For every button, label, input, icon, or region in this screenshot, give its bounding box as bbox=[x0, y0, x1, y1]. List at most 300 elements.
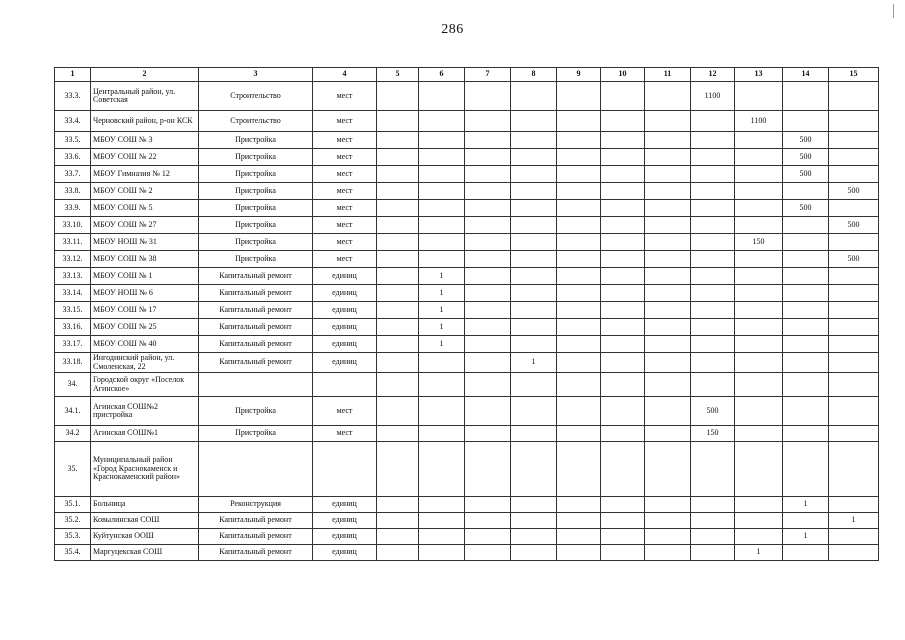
table-body bbox=[55, 82, 879, 561]
value-cell bbox=[645, 336, 691, 353]
value-cell bbox=[735, 251, 783, 268]
row-number-cell: 33.3. bbox=[55, 82, 91, 111]
row-number-cell: 33.16. bbox=[55, 319, 91, 336]
object-name-cell: Черновский район, р-он КСК bbox=[91, 111, 199, 132]
value-cell bbox=[601, 497, 645, 513]
object-name-cell: МБОУ СОШ № 38 bbox=[91, 251, 199, 268]
value-cell bbox=[829, 497, 879, 513]
work-type-cell bbox=[199, 373, 313, 397]
row-number-cell: 33.5. bbox=[55, 132, 91, 149]
unit-cell: мест bbox=[313, 251, 377, 268]
work-type-cell: Пристройка bbox=[199, 426, 313, 442]
value-cell bbox=[511, 149, 557, 166]
table-row bbox=[55, 132, 879, 149]
table-row bbox=[55, 111, 879, 132]
work-type-cell: Капитальный ремонт bbox=[199, 529, 313, 545]
column-header: 3 bbox=[199, 68, 313, 82]
value-cell bbox=[465, 336, 511, 353]
unit-cell: единиц bbox=[313, 513, 377, 529]
value-cell bbox=[601, 251, 645, 268]
work-type-cell: Строительство bbox=[199, 82, 313, 111]
value-cell bbox=[735, 497, 783, 513]
value-cell bbox=[511, 200, 557, 217]
work-type-cell bbox=[199, 442, 313, 497]
value-cell bbox=[557, 319, 601, 336]
table-row bbox=[55, 513, 879, 529]
value-cell bbox=[783, 82, 829, 111]
value-cell bbox=[645, 497, 691, 513]
value-cell bbox=[557, 285, 601, 302]
value-cell bbox=[691, 234, 735, 251]
value-cell bbox=[645, 545, 691, 561]
object-name-cell: Больница bbox=[91, 497, 199, 513]
column-header: 11 bbox=[645, 68, 691, 82]
value-cell bbox=[645, 397, 691, 426]
column-header: 1 bbox=[55, 68, 91, 82]
row-number-cell: 33.11. bbox=[55, 234, 91, 251]
value-cell bbox=[783, 426, 829, 442]
work-type-cell: Пристройка bbox=[199, 166, 313, 183]
value-cell bbox=[783, 302, 829, 319]
value-cell: 1 bbox=[419, 302, 465, 319]
row-number-cell: 35.2. bbox=[55, 513, 91, 529]
value-cell bbox=[465, 200, 511, 217]
value-cell bbox=[829, 336, 879, 353]
value-cell bbox=[419, 426, 465, 442]
unit-cell: мест bbox=[313, 111, 377, 132]
value-cell bbox=[511, 373, 557, 397]
value-cell bbox=[601, 353, 645, 373]
value-cell bbox=[377, 149, 419, 166]
value-cell bbox=[645, 200, 691, 217]
value-cell bbox=[511, 268, 557, 285]
value-cell bbox=[691, 111, 735, 132]
table-row bbox=[55, 234, 879, 251]
value-cell bbox=[419, 251, 465, 268]
value-cell bbox=[419, 82, 465, 111]
unit-cell: мест bbox=[313, 183, 377, 200]
value-cell bbox=[829, 426, 879, 442]
value-cell bbox=[829, 234, 879, 251]
table-row bbox=[55, 251, 879, 268]
value-cell bbox=[419, 397, 465, 426]
value-cell bbox=[377, 111, 419, 132]
value-cell bbox=[829, 285, 879, 302]
work-type-cell: Реконструкция bbox=[199, 497, 313, 513]
column-header: 7 bbox=[465, 68, 511, 82]
value-cell bbox=[601, 442, 645, 497]
value-cell bbox=[377, 529, 419, 545]
value-cell bbox=[511, 183, 557, 200]
work-type-cell: Пристройка bbox=[199, 149, 313, 166]
value-cell bbox=[601, 82, 645, 111]
value-cell bbox=[557, 353, 601, 373]
unit-cell: мест bbox=[313, 200, 377, 217]
value-cell: 1 bbox=[783, 497, 829, 513]
value-cell bbox=[735, 268, 783, 285]
value-cell bbox=[557, 373, 601, 397]
value-cell bbox=[691, 529, 735, 545]
value-cell bbox=[419, 442, 465, 497]
value-cell bbox=[511, 426, 557, 442]
value-cell bbox=[691, 251, 735, 268]
row-number-cell: 33.7. bbox=[55, 166, 91, 183]
object-name-cell: МБОУ СОШ № 5 bbox=[91, 200, 199, 217]
value-cell: 500 bbox=[783, 149, 829, 166]
value-cell bbox=[511, 513, 557, 529]
value-cell bbox=[783, 373, 829, 397]
value-cell: 500 bbox=[783, 132, 829, 149]
object-name-cell: Ковылинская СОШ bbox=[91, 513, 199, 529]
value-cell bbox=[465, 217, 511, 234]
table-row bbox=[55, 529, 879, 545]
value-cell: 1 bbox=[419, 336, 465, 353]
row-number-cell: 33.13. bbox=[55, 268, 91, 285]
value-cell bbox=[601, 183, 645, 200]
value-cell bbox=[511, 545, 557, 561]
value-cell bbox=[601, 336, 645, 353]
work-type-cell: Капитальный ремонт bbox=[199, 319, 313, 336]
object-name-cell: МБОУ СОШ № 22 bbox=[91, 149, 199, 166]
work-type-cell: Пристройка bbox=[199, 234, 313, 251]
object-name-cell: Городской округ «Поселок Агинское» bbox=[91, 373, 199, 397]
row-number-cell: 35.1. bbox=[55, 497, 91, 513]
value-cell bbox=[511, 497, 557, 513]
value-cell bbox=[557, 132, 601, 149]
value-cell bbox=[419, 529, 465, 545]
object-name-cell: МБОУ СОШ № 3 bbox=[91, 132, 199, 149]
value-cell bbox=[829, 149, 879, 166]
value-cell: 500 bbox=[829, 183, 879, 200]
value-cell bbox=[645, 217, 691, 234]
value-cell bbox=[511, 529, 557, 545]
value-cell bbox=[465, 111, 511, 132]
table-row bbox=[55, 217, 879, 234]
value-cell: 1 bbox=[511, 353, 557, 373]
row-number-cell: 33.17. bbox=[55, 336, 91, 353]
unit-cell: мест bbox=[313, 234, 377, 251]
row-number-cell: 33.8. bbox=[55, 183, 91, 200]
work-type-cell: Капитальный ремонт bbox=[199, 285, 313, 302]
object-name-cell: Центральный район, ул. Советская bbox=[91, 82, 199, 111]
work-type-cell: Капитальный ремонт bbox=[199, 268, 313, 285]
value-cell bbox=[691, 166, 735, 183]
value-cell bbox=[465, 442, 511, 497]
work-type-cell: Капитальный ремонт bbox=[199, 302, 313, 319]
value-cell bbox=[601, 166, 645, 183]
value-cell bbox=[377, 397, 419, 426]
value-cell bbox=[465, 166, 511, 183]
value-cell bbox=[735, 217, 783, 234]
value-cell bbox=[419, 217, 465, 234]
value-cell bbox=[465, 545, 511, 561]
table-row bbox=[55, 426, 879, 442]
table-row bbox=[55, 497, 879, 513]
value-cell bbox=[511, 397, 557, 426]
value-cell bbox=[645, 82, 691, 111]
table-row bbox=[55, 82, 879, 111]
value-cell bbox=[735, 426, 783, 442]
value-cell bbox=[465, 149, 511, 166]
value-cell bbox=[557, 497, 601, 513]
value-cell bbox=[419, 200, 465, 217]
row-number-cell: 33.10. bbox=[55, 217, 91, 234]
value-cell bbox=[691, 149, 735, 166]
value-cell bbox=[419, 513, 465, 529]
value-cell bbox=[783, 268, 829, 285]
value-cell bbox=[557, 442, 601, 497]
value-cell bbox=[601, 111, 645, 132]
value-cell bbox=[783, 353, 829, 373]
value-cell bbox=[377, 166, 419, 183]
value-cell bbox=[419, 545, 465, 561]
table-row bbox=[55, 166, 879, 183]
value-cell: 1 bbox=[419, 285, 465, 302]
value-cell bbox=[377, 302, 419, 319]
value-cell bbox=[377, 285, 419, 302]
unit-cell: мест bbox=[313, 397, 377, 426]
value-cell bbox=[419, 497, 465, 513]
value-cell bbox=[377, 183, 419, 200]
value-cell bbox=[377, 336, 419, 353]
value-cell bbox=[557, 82, 601, 111]
column-header: 10 bbox=[601, 68, 645, 82]
value-cell bbox=[645, 111, 691, 132]
value-cell: 500 bbox=[829, 251, 879, 268]
table-row bbox=[55, 353, 879, 373]
column-header: 5 bbox=[377, 68, 419, 82]
value-cell bbox=[645, 268, 691, 285]
row-number-cell: 33.14. bbox=[55, 285, 91, 302]
value-cell bbox=[557, 200, 601, 217]
value-cell bbox=[557, 111, 601, 132]
table-header-row bbox=[55, 68, 879, 82]
value-cell bbox=[511, 234, 557, 251]
unit-cell: мест bbox=[313, 166, 377, 183]
value-cell bbox=[829, 442, 879, 497]
unit-cell: мест bbox=[313, 217, 377, 234]
object-name-cell: МБОУ СОШ № 2 bbox=[91, 183, 199, 200]
table-row bbox=[55, 302, 879, 319]
value-cell bbox=[601, 529, 645, 545]
value-cell bbox=[691, 268, 735, 285]
value-cell bbox=[419, 166, 465, 183]
value-cell bbox=[557, 149, 601, 166]
value-cell bbox=[419, 234, 465, 251]
column-header: 8 bbox=[511, 68, 557, 82]
value-cell bbox=[691, 217, 735, 234]
value-cell bbox=[829, 111, 879, 132]
row-number-cell: 33.18. bbox=[55, 353, 91, 373]
value-cell bbox=[377, 200, 419, 217]
value-cell bbox=[511, 336, 557, 353]
table-row bbox=[55, 545, 879, 561]
table-row bbox=[55, 149, 879, 166]
object-name-cell: Куйтунская ООШ bbox=[91, 529, 199, 545]
value-cell bbox=[645, 234, 691, 251]
value-cell bbox=[645, 285, 691, 302]
value-cell bbox=[557, 268, 601, 285]
value-cell bbox=[511, 166, 557, 183]
value-cell bbox=[735, 353, 783, 373]
value-cell bbox=[601, 545, 645, 561]
value-cell bbox=[645, 513, 691, 529]
value-cell bbox=[377, 132, 419, 149]
work-type-cell: Пристройка bbox=[199, 200, 313, 217]
object-name-cell: Маргуцекская СОШ bbox=[91, 545, 199, 561]
work-type-cell: Пристройка bbox=[199, 397, 313, 426]
unit-cell: единиц bbox=[313, 336, 377, 353]
value-cell: 500 bbox=[783, 166, 829, 183]
value-cell bbox=[645, 529, 691, 545]
value-cell bbox=[691, 336, 735, 353]
value-cell bbox=[829, 302, 879, 319]
value-cell bbox=[511, 319, 557, 336]
value-cell bbox=[735, 302, 783, 319]
value-cell bbox=[783, 513, 829, 529]
value-cell bbox=[465, 285, 511, 302]
value-cell bbox=[735, 82, 783, 111]
unit-cell: мест bbox=[313, 132, 377, 149]
value-cell bbox=[377, 319, 419, 336]
column-header: 14 bbox=[783, 68, 829, 82]
value-cell bbox=[419, 111, 465, 132]
object-name-cell: МБОУ СОШ № 1 bbox=[91, 268, 199, 285]
value-cell bbox=[557, 251, 601, 268]
value-cell bbox=[557, 545, 601, 561]
value-cell bbox=[601, 234, 645, 251]
object-name-cell: Муниципальный район «Город Краснокаменск и Краснокаменский район» bbox=[91, 442, 199, 497]
value-cell bbox=[645, 251, 691, 268]
unit-cell: единиц bbox=[313, 497, 377, 513]
value-cell bbox=[465, 268, 511, 285]
value-cell: 150 bbox=[735, 234, 783, 251]
work-type-cell: Пристройка bbox=[199, 183, 313, 200]
value-cell: 150 bbox=[691, 426, 735, 442]
value-cell bbox=[783, 234, 829, 251]
value-cell bbox=[557, 166, 601, 183]
value-cell bbox=[829, 545, 879, 561]
value-cell bbox=[557, 426, 601, 442]
value-cell bbox=[601, 373, 645, 397]
value-cell bbox=[691, 442, 735, 497]
value-cell bbox=[645, 373, 691, 397]
value-cell bbox=[691, 319, 735, 336]
value-cell bbox=[601, 397, 645, 426]
value-cell: 1100 bbox=[735, 111, 783, 132]
value-cell bbox=[645, 183, 691, 200]
value-cell bbox=[419, 353, 465, 373]
value-cell bbox=[735, 200, 783, 217]
value-cell bbox=[465, 82, 511, 111]
value-cell: 1100 bbox=[691, 82, 735, 111]
value-cell bbox=[645, 149, 691, 166]
value-cell bbox=[691, 302, 735, 319]
row-number-cell: 34.2 bbox=[55, 426, 91, 442]
value-cell bbox=[735, 336, 783, 353]
value-cell bbox=[601, 132, 645, 149]
unit-cell: мест bbox=[313, 149, 377, 166]
value-cell bbox=[465, 513, 511, 529]
object-name-cell: МБОУ СОШ № 40 bbox=[91, 336, 199, 353]
object-name-cell: МБОУ Гимназия № 12 bbox=[91, 166, 199, 183]
value-cell bbox=[601, 200, 645, 217]
value-cell: 500 bbox=[783, 200, 829, 217]
value-cell bbox=[557, 183, 601, 200]
unit-cell: единиц bbox=[313, 529, 377, 545]
value-cell bbox=[465, 529, 511, 545]
page-number: 286 bbox=[441, 22, 464, 37]
work-type-cell: Капитальный ремонт bbox=[199, 513, 313, 529]
table-row bbox=[55, 319, 879, 336]
value-cell bbox=[645, 442, 691, 497]
value-cell bbox=[377, 353, 419, 373]
unit-cell: мест bbox=[313, 82, 377, 111]
value-cell bbox=[829, 82, 879, 111]
row-number-cell: 33.12. bbox=[55, 251, 91, 268]
value-cell bbox=[377, 545, 419, 561]
value-cell bbox=[419, 373, 465, 397]
value-cell bbox=[691, 497, 735, 513]
row-number-cell: 35. bbox=[55, 442, 91, 497]
value-cell bbox=[829, 166, 879, 183]
value-cell bbox=[691, 183, 735, 200]
work-type-cell: Пристройка bbox=[199, 217, 313, 234]
value-cell bbox=[511, 302, 557, 319]
value-cell bbox=[601, 268, 645, 285]
value-cell bbox=[735, 166, 783, 183]
value-cell bbox=[735, 149, 783, 166]
column-header: 6 bbox=[419, 68, 465, 82]
object-name-cell: МБОУ НОШ № 6 bbox=[91, 285, 199, 302]
value-cell bbox=[377, 251, 419, 268]
unit-cell: единиц bbox=[313, 285, 377, 302]
value-cell bbox=[829, 373, 879, 397]
value-cell bbox=[691, 513, 735, 529]
value-cell bbox=[377, 442, 419, 497]
value-cell bbox=[783, 545, 829, 561]
value-cell bbox=[829, 268, 879, 285]
value-cell bbox=[601, 426, 645, 442]
value-cell bbox=[511, 251, 557, 268]
value-cell bbox=[377, 234, 419, 251]
object-name-cell: МБОУ СОШ № 27 bbox=[91, 217, 199, 234]
row-number-cell: 34.1. bbox=[55, 397, 91, 426]
value-cell bbox=[419, 183, 465, 200]
table-row bbox=[55, 336, 879, 353]
value-cell bbox=[691, 373, 735, 397]
work-type-cell: Капитальный ремонт bbox=[199, 353, 313, 373]
value-cell bbox=[735, 285, 783, 302]
work-type-cell: Пристройка bbox=[199, 251, 313, 268]
table-row bbox=[55, 268, 879, 285]
value-cell: 1 bbox=[419, 268, 465, 285]
value-cell bbox=[735, 183, 783, 200]
value-cell bbox=[465, 132, 511, 149]
value-cell bbox=[829, 319, 879, 336]
value-cell bbox=[691, 353, 735, 373]
value-cell bbox=[691, 285, 735, 302]
value-cell bbox=[377, 217, 419, 234]
value-cell bbox=[691, 545, 735, 561]
unit-cell bbox=[313, 373, 377, 397]
value-cell bbox=[511, 111, 557, 132]
value-cell bbox=[465, 353, 511, 373]
value-cell bbox=[377, 373, 419, 397]
value-cell: 1 bbox=[829, 513, 879, 529]
value-cell bbox=[377, 513, 419, 529]
data-table bbox=[54, 67, 879, 561]
